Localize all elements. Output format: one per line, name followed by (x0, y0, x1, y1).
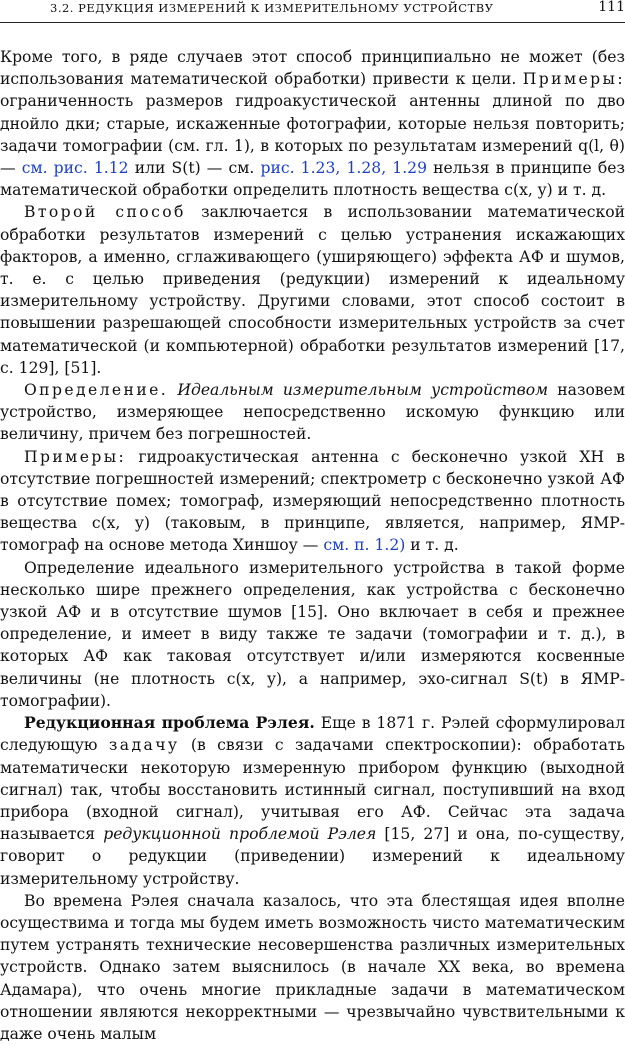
paragraph-3-text: назовем устройство, измеряющее непосредственно искомую функцию или величину, причем без погрешностей. (0, 381, 625, 444)
paragraph-1 (0, 46, 625, 201)
task-word: задачу (108, 736, 180, 755)
paragraph-1-text-a: Кроме того, в ряде случаев этот способ принципиально не может (без использования математической обработки) привести к цели. (0, 48, 625, 89)
paragraph-1-text-c: ограниченность размеров гидроакустической антенны длиной по дво днойло дки; старые, искаженные фотографии, которые нельзя повторить; задачи томографии (см. гл. 1), в которых по результатам измерений q(l, θ) — (0, 92, 625, 178)
paragraph-2-text: заключается в использовании математической обработки результатов измерений с целью устранения искажающих факторов, а именно, сглаживающего (уширяющего) эффекта АФ и шумов, т. е. с целью приведения (редукции) измерений к идеальному измерительному устройству. Другими словами, этот способ состоит в повышении разрешающей способности измерительных устройств за счет математической (и компьютерной) обработки результатов измерений [17, с. 129], [51]. (0, 203, 625, 377)
page-number: 111 (598, 0, 625, 15)
rayleigh-heading: Редукционная проблема Рэлея. (24, 713, 315, 733)
second-method-label: Второй способ (24, 203, 186, 222)
paragraph-3 (0, 379, 625, 446)
definition-label: Определение. (24, 381, 169, 400)
paragraph-6 (0, 712, 625, 890)
paragraph-6-text-d: (в связи с задачами спектроскопии): обработать математически некоторую измеренную прибором функцию (выходной сигнал) так, чтобы восстановить истинный сигнал, поступивший на вход прибора (входной сигнал), учитывая его АФ. Сейчас эта задача называется (0, 736, 625, 844)
paragraph-5 (0, 557, 625, 712)
link-figs-1-23-1-28-1-29[interactable]: рис. 1.23, 1.28, 1.29 (260, 159, 428, 178)
paragraph-4 (0, 446, 625, 557)
paragraph-2 (0, 201, 625, 379)
section-title: 3.2. РЕДУКЦИЯ ИЗМЕРЕНИЙ К ИЗМЕРИТЕЛЬНОМУ УСТРОЙСТВУ (50, 1, 494, 15)
paragraph-6-text-f: [15, 27] и она, по-существу, говорит о редукции (приведении) измерений к идеальному измерительному устройству. (0, 825, 625, 888)
paragraph-7 (0, 890, 625, 1045)
paragraph-6-text-b: Еще в 1871 г. Рэлей сформулировал следующую (0, 714, 625, 755)
running-head (0, 0, 625, 23)
link-fig-1-12[interactable]: см. рис. 1.12 (21, 159, 129, 178)
examples-label-2: Примеры: (24, 447, 127, 466)
paragraph-4-text-d: и т. д. (410, 536, 459, 555)
paragraph-7-text: Во времена Рэлея сначала казалось, что эта блестящая идея вполне осуществима и тогда мы будем иметь возможность чисто математическим путем устранять технические несовершенства различных измерительных устройств. Однако затем выяснилось (в начале XX века, во времена Адамара), что очень многие прикладные задачи в математическом отношении являются некорректными — чрезвычайно чувствительными к даже очень малым (0, 891, 625, 1043)
paragraph-5-text: Определение идеального измерительного устройства в такой форме несколько шире прежнего определения, как устройства с бесконечно узкой АФ и в отсутствие шумов [15]. Оно включает в себя и прежнее определение, и имеет в виду также те задачи (томографии и т. д.), в которых АФ как таковая отсутствует и/или измеряются косвенные величины (не плотность c(x, y), а например, эхо-сигнал S(t) в ЯМР-томографии). (0, 558, 625, 710)
paragraph-1-text-g: нельзя в принципе без математической обработки определить плотность вещества c(x, y) и т. д. (0, 159, 625, 200)
examples-label: Примеры: (522, 70, 625, 89)
paragraph-1-text-e: или S(t) — см. (134, 159, 255, 178)
rayleigh-problem-term: редукционной проблемой Рэлея (103, 825, 377, 844)
link-section-1-2[interactable]: см. п. 1.2) (323, 536, 406, 555)
ideal-device-term: Идеальным измерительным устройством (177, 381, 549, 400)
paragraph-4-text-b: гидроакустическая антенна с бесконечно узкой ХН в отсутствие погрешностей измерений; спектрометр с бесконечно узкой АФ в отсутствие помех; томограф, измеряющий непосредственно плотность вещества c(x, y) (таковым, в принципе, является, например, ЯМР-томограф на основе метода Хиншоу — (0, 447, 625, 555)
page-body (0, 46, 625, 1045)
